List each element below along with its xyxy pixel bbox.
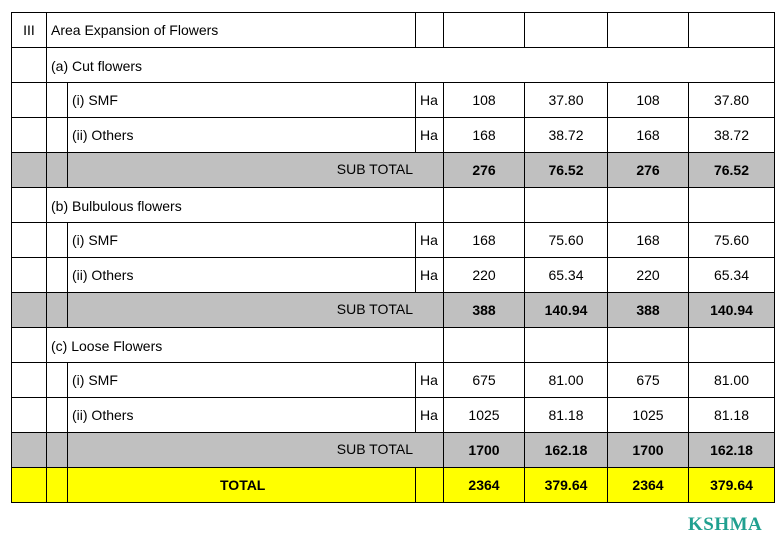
value-cell: 220 [444,258,525,293]
value-cell: 675 [608,363,689,398]
row-label: (ii) Others [68,398,416,433]
row-label: (i) SMF [68,83,416,118]
group-heading-row [12,48,775,83]
table-row [12,118,775,153]
subtotal-value: 388 [444,293,525,328]
value-cell: 220 [608,258,689,293]
subtotal-value: 140.94 [689,293,775,328]
section-number: III [12,13,47,48]
subtotal-value: 388 [608,293,689,328]
subtotal-value: 276 [444,153,525,188]
row-unit: Ha [416,363,444,398]
value-cell: 75.60 [689,223,775,258]
value-cell: 1025 [444,398,525,433]
table-row [12,363,775,398]
value-cell: 168 [608,118,689,153]
section-title: Area Expansion of Flowers [47,13,416,48]
total-value: 2364 [444,468,525,503]
row-label: (ii) Others [68,258,416,293]
value-cell: 65.34 [525,258,608,293]
row-label: (ii) Others [68,118,416,153]
subtotal-value: 276 [608,153,689,188]
value-cell: 81.18 [689,398,775,433]
value-cell: 38.72 [689,118,775,153]
subtotal-row [12,293,775,328]
subtotal-value: 162.18 [525,433,608,468]
subtotal-value: 1700 [608,433,689,468]
value-cell: 81.00 [525,363,608,398]
row-unit: Ha [416,258,444,293]
kshma-logo: KSHMA [688,514,763,535]
value-cell: 108 [608,83,689,118]
value-cell: 81.18 [525,398,608,433]
subtotal-row [12,153,775,188]
row-label: (i) SMF [68,363,416,398]
group-heading-row [12,328,775,363]
subtotal-value: 1700 [444,433,525,468]
value-cell: 1025 [608,398,689,433]
subtotal-label: SUB TOTAL [336,441,413,457]
row-unit: Ha [416,223,444,258]
subtotal-label: SUB TOTAL [336,301,413,317]
group-heading: (c) Loose Flowers [51,338,163,354]
subtotal-value: 76.52 [525,153,608,188]
table-row [12,223,775,258]
subtotal-row [12,433,775,468]
row-unit: Ha [416,398,444,433]
value-cell: 38.72 [525,118,608,153]
group-heading: (a) Cut flowers [51,58,143,74]
total-row [12,468,775,503]
total-value: 2364 [608,468,689,503]
row-label: (i) SMF [68,223,416,258]
row-unit: Ha [416,83,444,118]
total-label: TOTAL [220,477,266,493]
table-row [12,258,775,293]
value-cell: 675 [444,363,525,398]
value-cell: 108 [444,83,525,118]
section-header-row [12,13,775,48]
flower-area-table [11,12,775,503]
value-cell: 37.80 [525,83,608,118]
value-cell: 168 [444,118,525,153]
group-heading: (b) Bulbulous flowers [51,198,182,214]
total-value: 379.64 [689,468,775,503]
group-heading-row [12,188,775,223]
subtotal-value: 76.52 [689,153,775,188]
subtotal-value: 162.18 [689,433,775,468]
subtotal-label: SUB TOTAL [336,161,413,177]
table-row [12,398,775,433]
row-unit: Ha [416,118,444,153]
value-cell: 37.80 [689,83,775,118]
subtotal-value: 140.94 [525,293,608,328]
value-cell: 168 [608,223,689,258]
value-cell: 75.60 [525,223,608,258]
table-row [12,83,775,118]
value-cell: 168 [444,223,525,258]
value-cell: 81.00 [689,363,775,398]
total-value: 379.64 [525,468,608,503]
value-cell: 65.34 [689,258,775,293]
